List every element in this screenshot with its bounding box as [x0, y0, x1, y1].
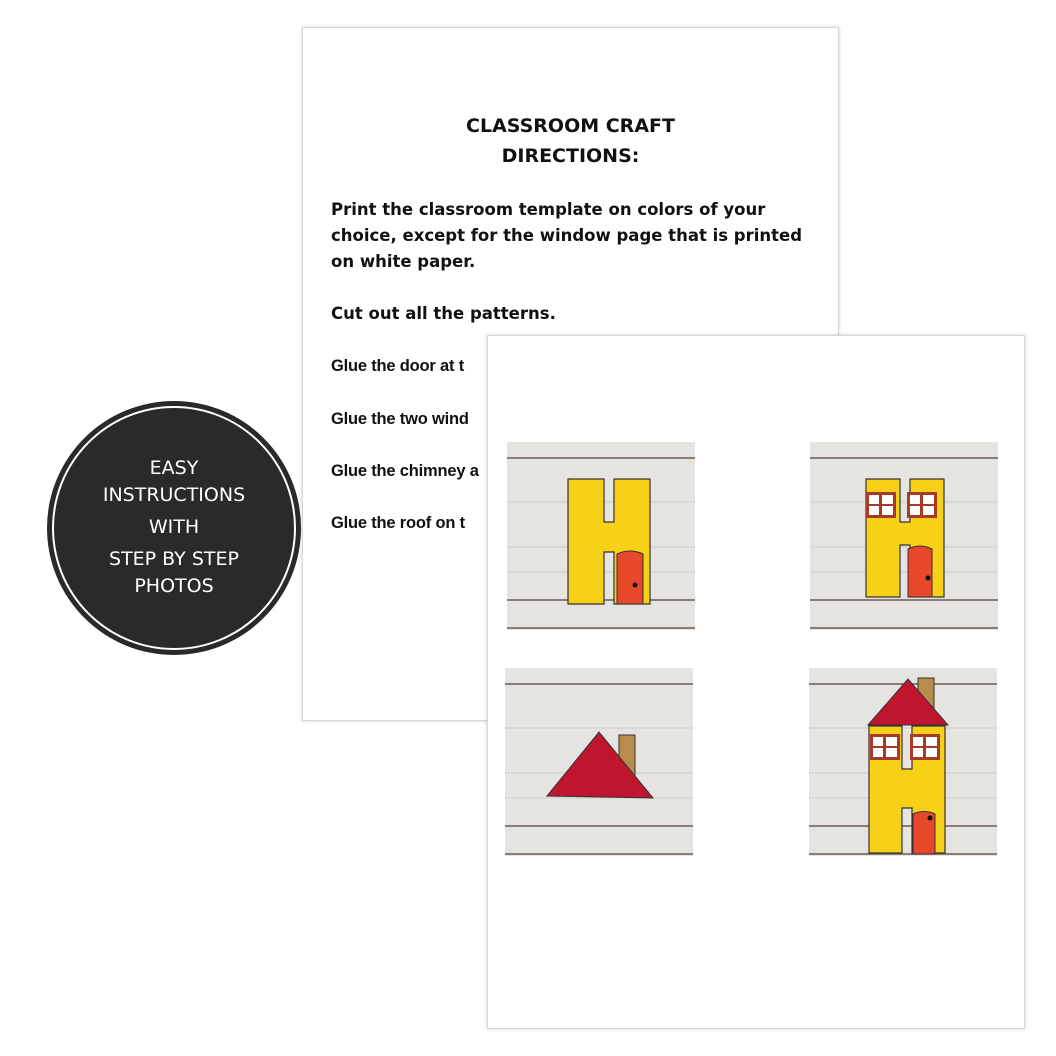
step-text: Cut out all the patterns. [331, 304, 556, 323]
step-photo-3 [505, 668, 693, 856]
badge-line: WITH [148, 516, 200, 538]
step-text: Glue the two wind [331, 410, 469, 428]
step-photo-1 [507, 442, 695, 630]
step-photo-2 [810, 442, 998, 630]
badge-line: INSTRUCTIONS [102, 484, 246, 506]
step-text: Glue the roof on t [331, 514, 465, 532]
step-text: Glue the door at t [331, 357, 464, 375]
badge-line: PHOTOS [134, 575, 214, 597]
badge-line: EASY [149, 457, 199, 479]
directions-title [303, 111, 838, 171]
photos-page [487, 335, 1025, 1029]
badge-line: STEP BY STEP [109, 548, 239, 570]
title-line-2: DIRECTIONS: [501, 145, 640, 167]
step-photo-4 [809, 668, 997, 856]
step-text: Glue the chimney a [331, 462, 479, 480]
step-text: Print the classroom template on colors of your choice, except for the window page that is printed on white paper. [331, 200, 803, 271]
easy-instructions-badge [47, 401, 301, 655]
title-line-1: CLASSROOM CRAFT [466, 115, 675, 137]
